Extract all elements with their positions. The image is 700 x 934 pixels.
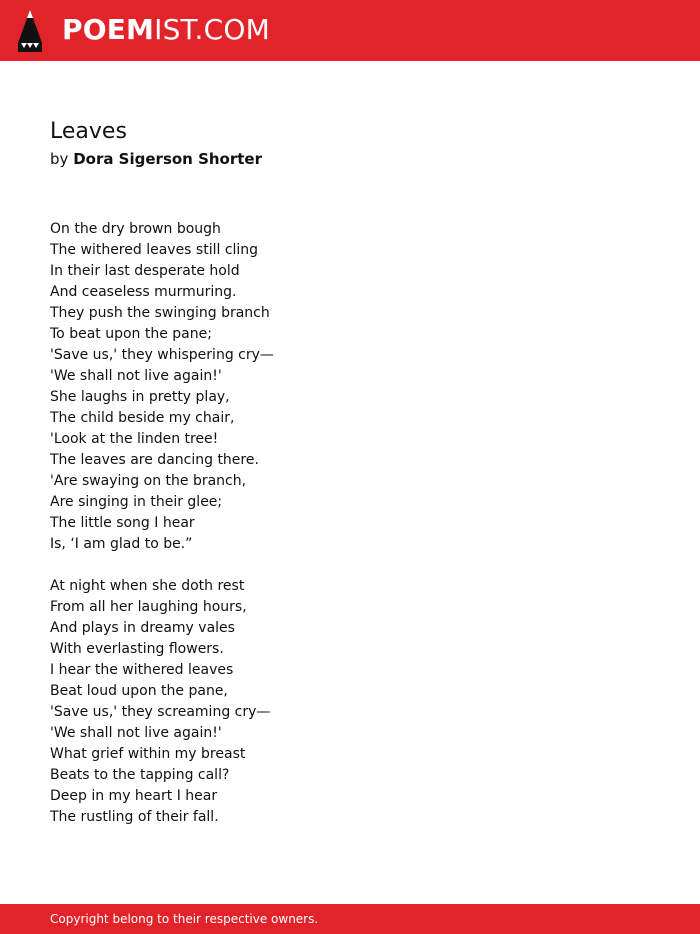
poem-line: They push the swinging branch (50, 305, 270, 321)
poem-stanza (50, 576, 274, 828)
site-header (0, 0, 700, 61)
pencil-tip-icon[interactable] (18, 10, 42, 52)
poem-line: The child beside my chair, (50, 410, 235, 426)
poem-line: 'Save us,' they whispering cry— (50, 347, 274, 363)
poem-line: 'Look at the linden tree! (50, 431, 219, 447)
poem-line: Deep in my heart I hear (50, 788, 218, 804)
brand-bold: POEM (62, 13, 155, 46)
poem-line: The withered leaves still cling (50, 242, 259, 258)
poem-line: At night when she doth rest (50, 578, 245, 594)
poem-body (50, 219, 274, 828)
poem-line: 'We shall not live again!' (50, 725, 222, 741)
poem-line: On the dry brown bough (50, 221, 221, 237)
poem-line: To beat upon the pane; (50, 326, 212, 342)
poem-title: Leaves (50, 119, 127, 144)
poem-line: Beat loud upon the pane, (50, 683, 228, 699)
poem-line: 'We shall not live again!' (50, 368, 222, 384)
poem-line: I hear the withered leaves (50, 662, 234, 678)
poem-line: Beats to the tapping call? (50, 767, 230, 783)
poem-line: The rustling of their fall. (50, 809, 219, 825)
poem-line: And plays in dreamy vales (50, 620, 235, 636)
poem-line: With everlasting flowers. (50, 641, 224, 657)
byline (50, 149, 262, 169)
poem-line: What grief within my breast (50, 746, 246, 762)
poem-stanza (50, 219, 274, 555)
by-label: by (50, 150, 69, 168)
poem-line: The little song I hear (50, 515, 195, 531)
copyright-notice: Copyright belong to their respective owners. (50, 912, 319, 926)
poem-line: She laughs in pretty play, (50, 389, 230, 405)
brand-light: IST.COM (154, 13, 270, 46)
site-footer (0, 904, 700, 934)
poem-line: Is, ‘I am glad to be.” (50, 536, 193, 552)
poem-line: And ceaseless murmuring. (50, 284, 237, 300)
poem-line: Are singing in their glee; (50, 494, 223, 510)
site-logo-link[interactable] (62, 13, 270, 47)
poem-line: 'Are swaying on the branch, (50, 473, 247, 489)
author-name: Dora Sigerson Shorter (73, 150, 262, 168)
poem-line: 'Save us,' they screaming cry— (50, 704, 271, 720)
poem-line: In their last desperate hold (50, 263, 240, 279)
poem-line: The leaves are dancing there. (50, 452, 259, 468)
poem-line: From all her laughing hours, (50, 599, 247, 615)
